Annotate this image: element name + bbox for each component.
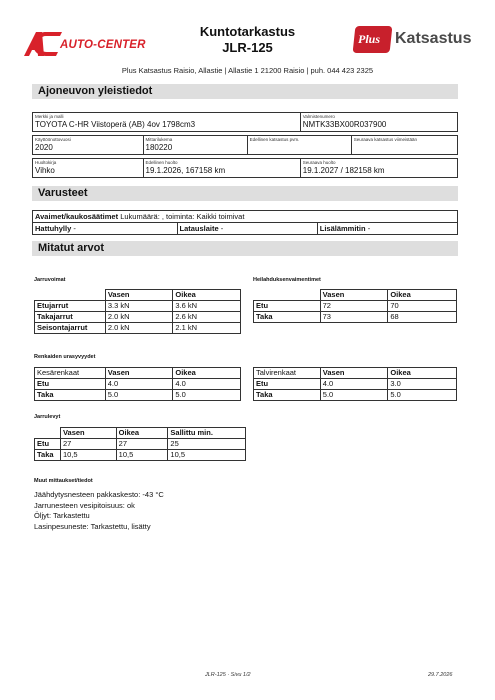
- footer-page-number: JLR-125 · Sivu 1/2: [205, 672, 251, 678]
- summer-tires-cell: 4.0: [173, 379, 241, 390]
- table-row: [254, 390, 457, 401]
- dampers-row-label: Taka: [254, 312, 321, 323]
- tread-title: Renkaiden urasyvyydet: [34, 354, 96, 360]
- towbar-value: -: [73, 224, 76, 233]
- winter-tires-header-left: Vasen: [320, 368, 388, 379]
- towbar-label: Hattuhylly: [35, 224, 72, 233]
- prev-service-label: Edellinen huolto: [145, 160, 178, 165]
- discs-cell: 27: [116, 439, 168, 450]
- next-service-cell: [300, 159, 457, 178]
- dampers-cell: 70: [388, 301, 457, 312]
- footer-date: 29.7.2026: [428, 672, 453, 678]
- table-row: [35, 301, 241, 312]
- misc-line: Jäähdytysnesteen pakkaskesto: -43 °C: [34, 490, 164, 499]
- vehicle-dates-table: [32, 135, 458, 155]
- next-inspection-cell: [351, 136, 457, 155]
- prev-service-cell: [143, 159, 300, 178]
- prev-inspection-cell: [247, 136, 351, 155]
- plus-badge-text: Plus: [358, 32, 381, 46]
- winter-tires-table: [253, 367, 457, 401]
- section-measurements: Mitatut arvot: [32, 241, 458, 256]
- discs-cell: 27: [60, 439, 116, 450]
- table-row: [254, 379, 457, 390]
- discs-cell: 10,5: [168, 450, 246, 461]
- service-book-value: Vihko: [35, 166, 55, 175]
- table-row: [254, 312, 457, 323]
- dampers-table: [253, 289, 457, 323]
- document-title: [150, 24, 345, 56]
- make-model-cell: [33, 113, 301, 132]
- dampers-cell: 68: [388, 312, 457, 323]
- winter-tires-cell: 4.0: [320, 379, 388, 390]
- dampers-row-label: Etu: [254, 301, 321, 312]
- service-book-label: Huoltokirja: [35, 160, 57, 165]
- dampers-header-right: Oikea: [388, 290, 457, 301]
- summer-tires-row-label: Taka: [35, 390, 106, 401]
- winter-tires-row-label: Etu: [254, 379, 321, 390]
- winter-tires-row-label: Taka: [254, 390, 321, 401]
- summer-tires-header-right: Oikea: [173, 368, 241, 379]
- summer-tires-cell: 5.0: [105, 390, 173, 401]
- service-book-cell: [33, 159, 144, 178]
- vin-cell: [300, 113, 457, 132]
- first-reg-label: Käyttöönottovuosi: [35, 137, 71, 142]
- brakes-cell: 2.0 kN: [105, 323, 173, 334]
- title-line-2: JLR-125: [222, 40, 273, 55]
- dampers-cell: 73: [320, 312, 388, 323]
- next-service-value: 19.1.2027 / 182158 km: [302, 166, 385, 175]
- charger-cell: [177, 223, 317, 235]
- heater-label: Lisälämmitin: [319, 224, 366, 233]
- brakes-cell: 2.6 kN: [173, 312, 241, 323]
- brakes-row-label: Seisontajarrut: [35, 323, 106, 334]
- winter-tires-cell: 3.0: [388, 379, 457, 390]
- discs-header-min: Sallittu min.: [168, 428, 246, 439]
- table-row: [35, 323, 241, 334]
- brakes-header-empty: [35, 290, 106, 301]
- misc-title: Muut mittaukset/tiedot: [34, 478, 93, 484]
- table-row: [35, 390, 241, 401]
- keys-value: Lukumäärä: , toiminta: Kaikki toimivat: [120, 212, 245, 221]
- make-model-value: TOYOTA C-HR Viistoperä (AB) 4ov 1798cm3: [35, 120, 196, 129]
- table-row: [35, 439, 246, 450]
- vehicle-service-table: [32, 158, 458, 178]
- summer-tires-header-left: Vasen: [105, 368, 173, 379]
- winter-tires-header-right: Oikea: [388, 368, 457, 379]
- discs-cell: 10,5: [116, 450, 168, 461]
- plus-katsastus-logo: [354, 24, 474, 54]
- misc-list: [34, 490, 164, 532]
- heater-value: -: [367, 224, 371, 233]
- odometer-label: Mittarilukema: [145, 137, 173, 142]
- equipment-table: [32, 210, 458, 235]
- vin-value: NMTK33BX00R037900: [302, 120, 387, 129]
- summer-tires-cell: 4.0: [105, 379, 173, 390]
- dampers-title: Heilahduksenvaimentimet: [253, 277, 321, 283]
- dampers-cell: 72: [320, 301, 388, 312]
- vin-label: Valmistenumero: [302, 114, 335, 119]
- auto-center-logo-text: AUTO-CENTER: [60, 39, 146, 51]
- discs-title: Jarrulevyt: [34, 414, 61, 420]
- winter-tires-cell: 5.0: [388, 390, 457, 401]
- dampers-header-empty: [254, 290, 321, 301]
- winter-tires-header: Talvirenkaat: [254, 368, 321, 379]
- discs-header-left: Vasen: [60, 428, 116, 439]
- prev-service-value: 19.1.2026, 167158 km: [145, 166, 226, 175]
- discs-header-empty: [35, 428, 61, 439]
- brakes-title: Jarruvoimat: [34, 277, 66, 283]
- vehicle-info-table: [32, 112, 458, 132]
- table-row: [35, 379, 241, 390]
- brakes-header-left: Vasen: [105, 290, 173, 301]
- winter-tires-cell: 5.0: [320, 390, 388, 401]
- next-service-label: Seuraava huolto: [302, 160, 336, 165]
- discs-cell: 25: [168, 439, 246, 450]
- misc-line: Lasinpesuneste: Tarkastettu, lisätty: [34, 521, 151, 531]
- brakes-cell: 3.6 kN: [173, 301, 241, 312]
- brakes-header-right: Oikea: [173, 290, 241, 301]
- discs-table: [34, 427, 246, 461]
- summer-tires-header: Kesärenkaat: [35, 368, 106, 379]
- brakes-cell: 2.0 kN: [105, 312, 173, 323]
- katsastus-logo-text: Katsastus: [395, 30, 472, 47]
- summer-tires-cell: 5.0: [173, 390, 241, 401]
- section-vehicle-info: Ajoneuvon yleistiedot: [32, 84, 458, 99]
- table-row: [254, 301, 457, 312]
- discs-header-right: Oikea: [116, 428, 168, 439]
- station-address: Plus Katsastus Raisio, Allastie | Allastie 1 21200 Raisio | puh. 044 423 2325: [121, 66, 374, 75]
- auto-center-ac-icon: [22, 30, 62, 58]
- odometer-value: 180220: [145, 143, 173, 152]
- discs-cell: 10,5: [60, 450, 116, 461]
- first-reg-cell: [33, 136, 144, 155]
- auto-center-logo: [22, 30, 152, 58]
- brakes-row-label: Etujarrut: [35, 301, 106, 312]
- keys-row: [33, 211, 458, 223]
- towbar-cell: [33, 223, 178, 235]
- brakes-cell: 3.3 kN: [105, 301, 173, 312]
- table-row: [35, 450, 246, 461]
- discs-row-label: Etu: [35, 439, 61, 450]
- misc-line: Jarrunesteen vesipitoisuus: ok: [34, 500, 135, 510]
- dampers-header-left: Vasen: [320, 290, 388, 301]
- title-line-1: Kuntotarkastus: [199, 24, 296, 39]
- summer-tires-table: [34, 367, 241, 401]
- first-reg-value: 2020: [35, 143, 53, 152]
- section-equipment: Varusteet: [32, 186, 458, 201]
- keys-label: Avaimet/kaukosäätimet: [35, 212, 119, 221]
- prev-inspection-label: Edellinen katsastus pvm.: [249, 137, 300, 142]
- make-model-label: Merkki ja malli: [35, 114, 64, 119]
- brakes-table: [34, 289, 241, 334]
- discs-row-label: Taka: [35, 450, 61, 461]
- summer-tires-row-label: Etu: [35, 379, 106, 390]
- charger-label: Latauslaite: [179, 224, 219, 233]
- brakes-cell: 2.1 kN: [173, 323, 241, 334]
- next-inspection-label: Seuraava katsastus viimeistään: [353, 137, 418, 142]
- misc-line: Öljyt: Tarkastettu: [34, 511, 90, 520]
- table-row: [35, 312, 241, 323]
- odometer-cell: [143, 136, 247, 155]
- brakes-row-label: Takajarrut: [35, 312, 106, 323]
- charger-value: -: [220, 224, 224, 233]
- heater-cell: [317, 223, 457, 235]
